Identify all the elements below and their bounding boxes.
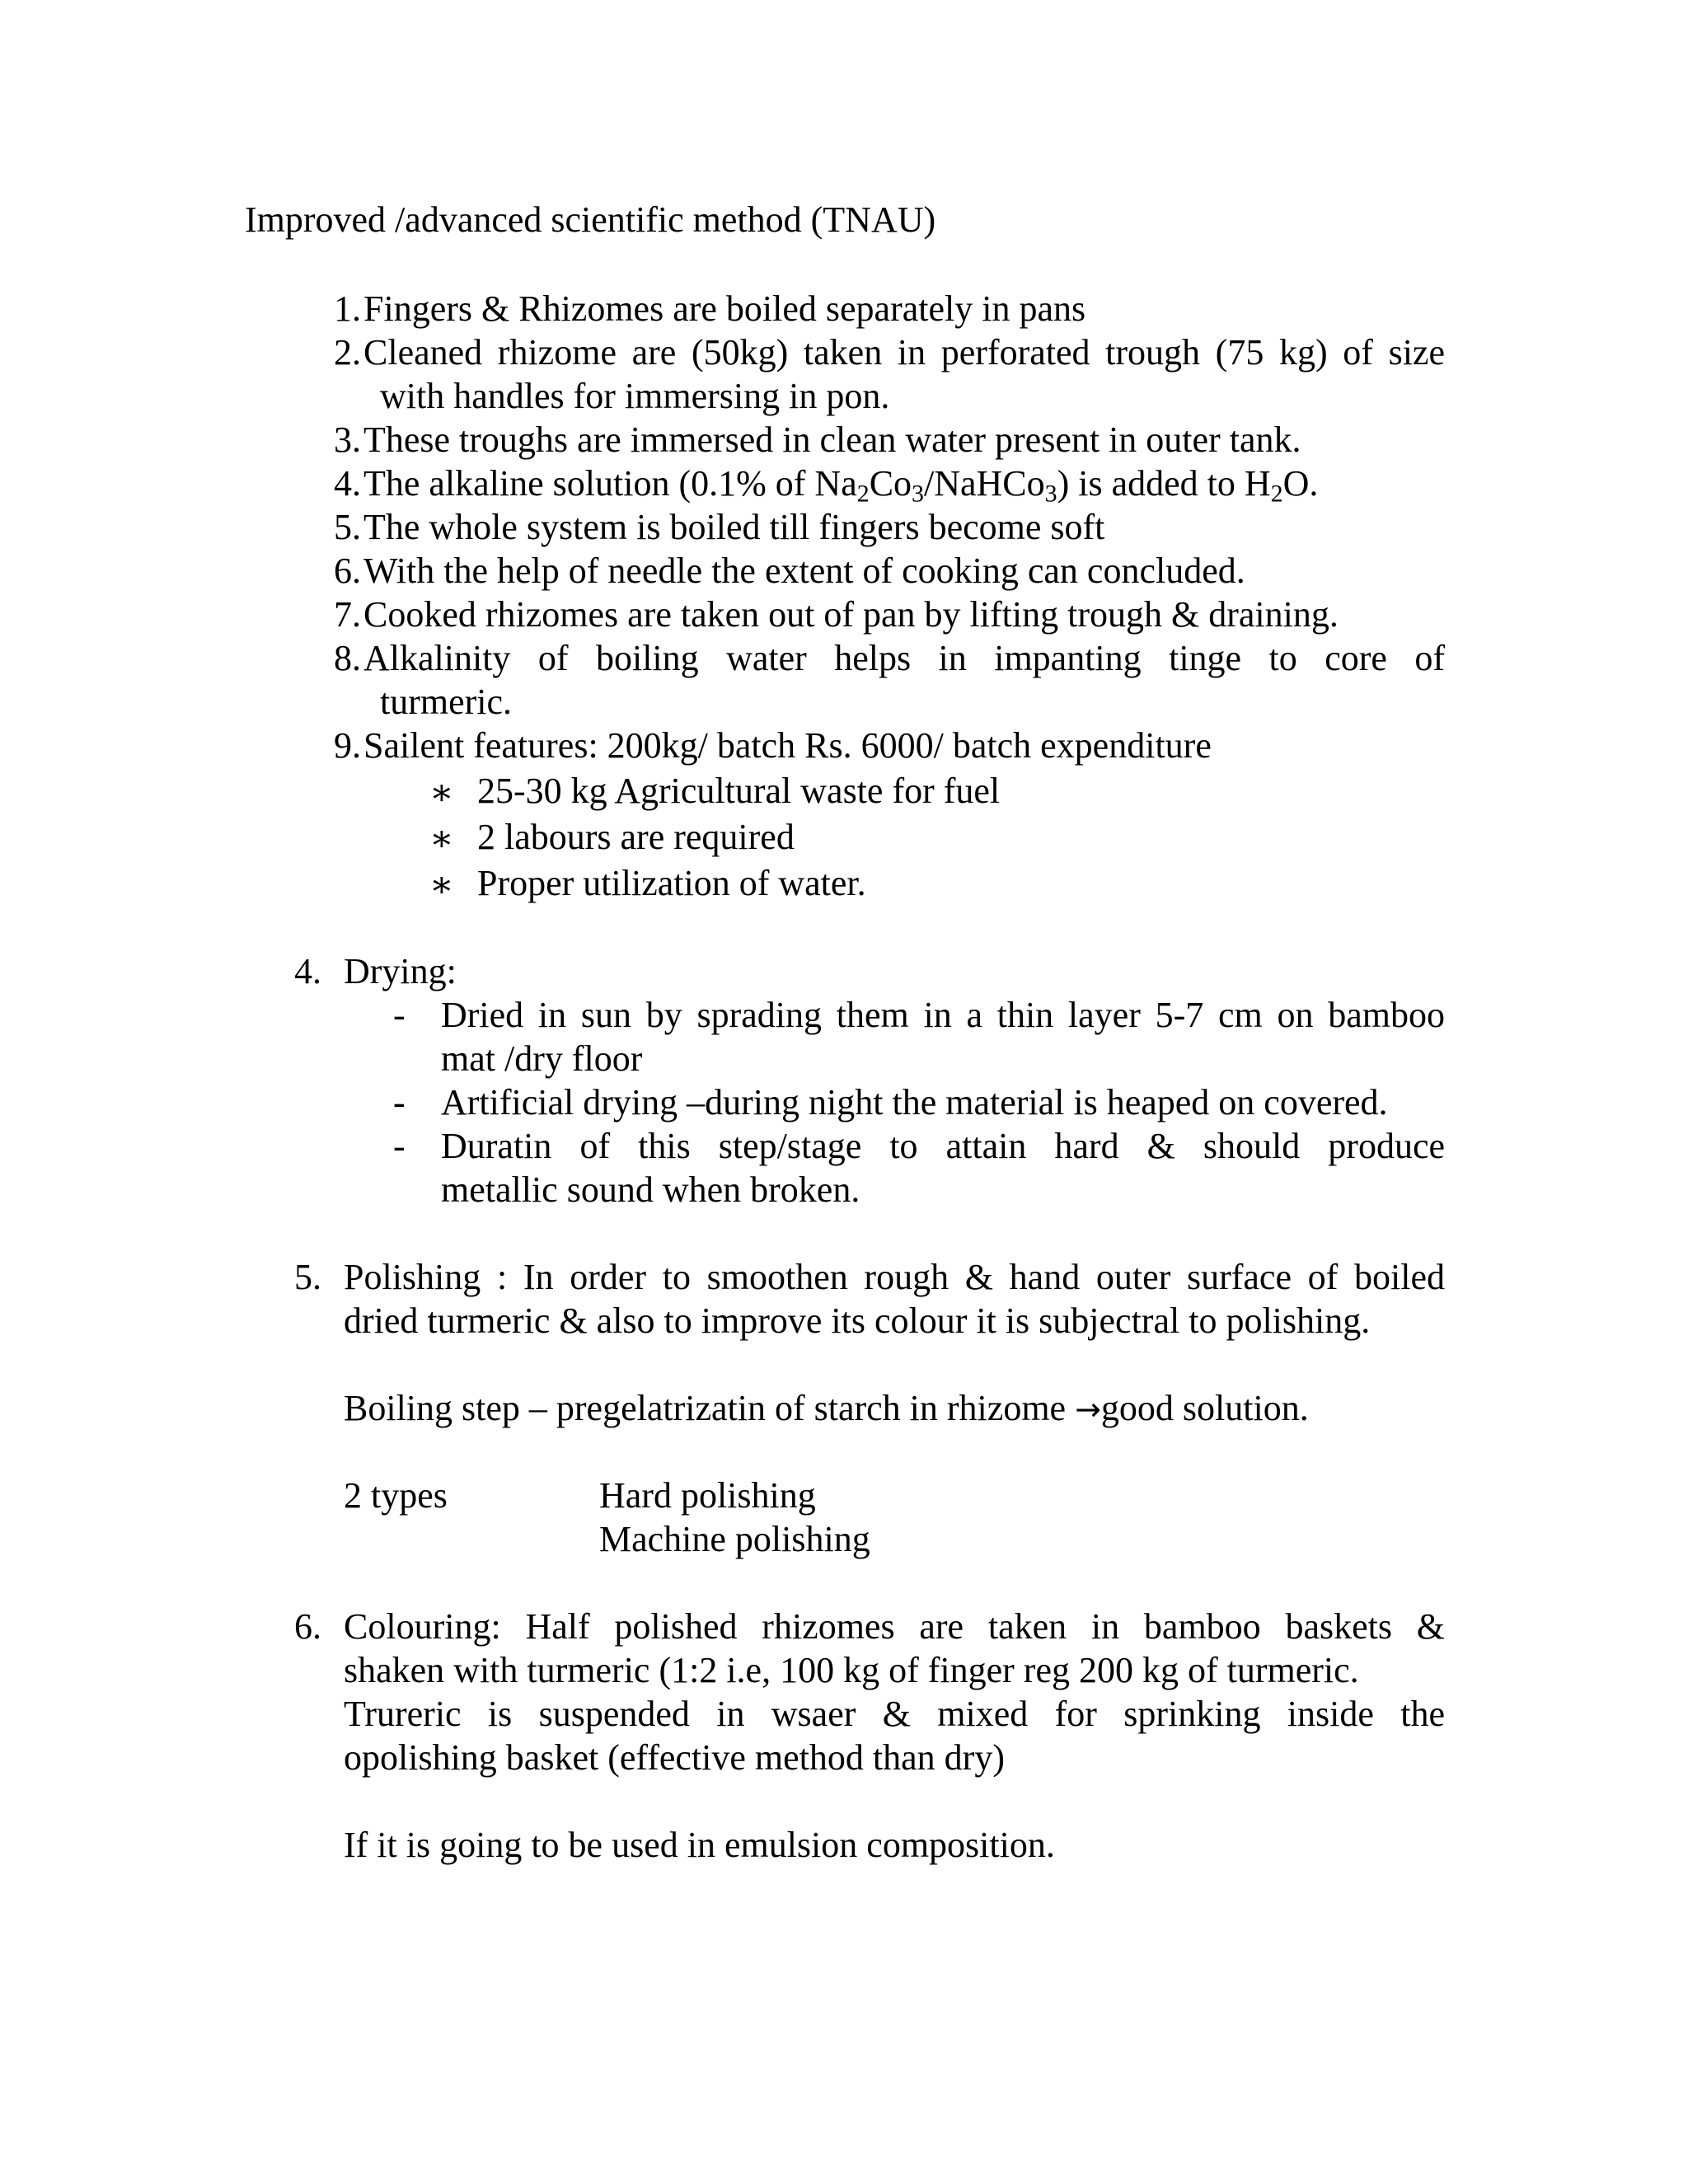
- drying-item: Dried in sun by sprading them in a thin layer 5-7 cm on bamboo: [441, 995, 1445, 1035]
- section-title: Drying:: [344, 951, 457, 991]
- polishing-type: Machine polishing: [599, 1519, 870, 1559]
- colouring-text: Colouring: Half polished rhizomes are taken in bamboo baskets &: [344, 1606, 1445, 1647]
- feature-item: 2 labours are required: [477, 817, 795, 857]
- formula-subscript: 3: [1044, 480, 1057, 508]
- boiling-text: good solution.: [1100, 1388, 1309, 1428]
- colouring-text: shaken with turmeric (1:2 i.e, 100 kg of finger reg 200 kg of turmeric.: [344, 1650, 1359, 1690]
- step-number: 4.: [334, 463, 361, 504]
- dash-bullet: -: [393, 995, 406, 1035]
- types-label: 2 types: [344, 1475, 448, 1516]
- right-arrow-icon: →: [1075, 1391, 1101, 1427]
- step-text: With the help of needle the extent of cooking can concluded.: [363, 551, 1245, 591]
- step-number: 9.: [334, 725, 361, 766]
- section-number: 6.: [294, 1606, 321, 1647]
- step-text-continued: turmeric.: [380, 682, 513, 722]
- formula-subscript: 2: [1270, 480, 1283, 508]
- asterisk-bullet-icon: ∗: [429, 772, 454, 813]
- drying-item-continued: metallic sound when broken.: [441, 1169, 860, 1210]
- step-number: 8.: [334, 638, 361, 678]
- formula-part: /NaHCo: [924, 463, 1045, 504]
- boiling-step-text: [344, 1386, 1309, 1432]
- page-heading: Improved /advanced scientific method (TNAU): [245, 199, 936, 240]
- step-text: The whole system is boiled till fingers become soft: [363, 507, 1105, 547]
- polishing-text: dried turmeric & also to improve its colour it is subjectral to polishing.: [344, 1301, 1371, 1341]
- step-number: 2.: [334, 332, 361, 373]
- colouring-text: opolishing basket (effective method than dry): [344, 1737, 1005, 1778]
- drying-item-continued: mat /dry floor: [441, 1038, 643, 1079]
- step-number: 1.: [334, 288, 361, 329]
- step-text: Cleaned rhizome are (50kg) taken in perforated trough (75 kg) of size: [363, 332, 1445, 373]
- step-text: Cooked rhizomes are taken out of pan by lifting trough & draining.: [363, 594, 1339, 635]
- step-text-formula: [363, 462, 1319, 508]
- boiling-text: Boiling step – pregelatrizatin of starch in rhizome: [344, 1388, 1076, 1428]
- section-number: 4.: [294, 951, 321, 991]
- asterisk-bullet-icon: ∗: [429, 865, 454, 905]
- step-text: Alkalinity of boiling water helps in impanting tinge to core of: [363, 638, 1445, 678]
- step-text: Fingers & Rhizomes are boiled separately in pans: [363, 288, 1086, 329]
- step-text: Sailent features: 200kg/ batch Rs. 6000/ batch expenditure: [363, 725, 1212, 766]
- section-number: 5.: [294, 1257, 321, 1297]
- drying-item: Duratin of this step/stage to attain hard & should produce: [441, 1126, 1445, 1166]
- colouring-note: If it is going to be used in emulsion composition.: [344, 1825, 1055, 1865]
- formula-part: Co: [869, 463, 912, 504]
- feature-item: Proper utilization of water.: [477, 863, 866, 903]
- colouring-text: Trureric is suspended in wsaer & mixed for sprinking inside the: [344, 1694, 1445, 1734]
- formula-part: O.: [1282, 463, 1319, 504]
- polishing-type: Hard polishing: [599, 1475, 816, 1516]
- asterisk-bullet-icon: ∗: [429, 818, 454, 859]
- step-text-continued: with handles for immersing in pon.: [380, 376, 890, 416]
- formula-subscript: 3: [912, 480, 924, 508]
- formula-subscript: 2: [856, 480, 870, 508]
- formula-part: The alkaline solution (0.1% of Na: [363, 463, 857, 504]
- dash-bullet: -: [393, 1082, 406, 1122]
- step-number: 6.: [334, 551, 361, 591]
- step-number: 3.: [334, 419, 361, 460]
- step-number: 7.: [334, 594, 361, 635]
- formula-part: ) is added to H: [1057, 463, 1271, 504]
- feature-item: 25-30 kg Agricultural waste for fuel: [477, 771, 1001, 811]
- drying-item: Artificial drying –during night the material is heaped on covered.: [441, 1082, 1388, 1122]
- polishing-text: Polishing : In order to smoothen rough & hand outer surface of boiled: [344, 1257, 1445, 1297]
- step-text: These troughs are immersed in clean water present in outer tank.: [363, 419, 1301, 460]
- step-number: 5.: [334, 507, 361, 547]
- dash-bullet: -: [393, 1126, 406, 1166]
